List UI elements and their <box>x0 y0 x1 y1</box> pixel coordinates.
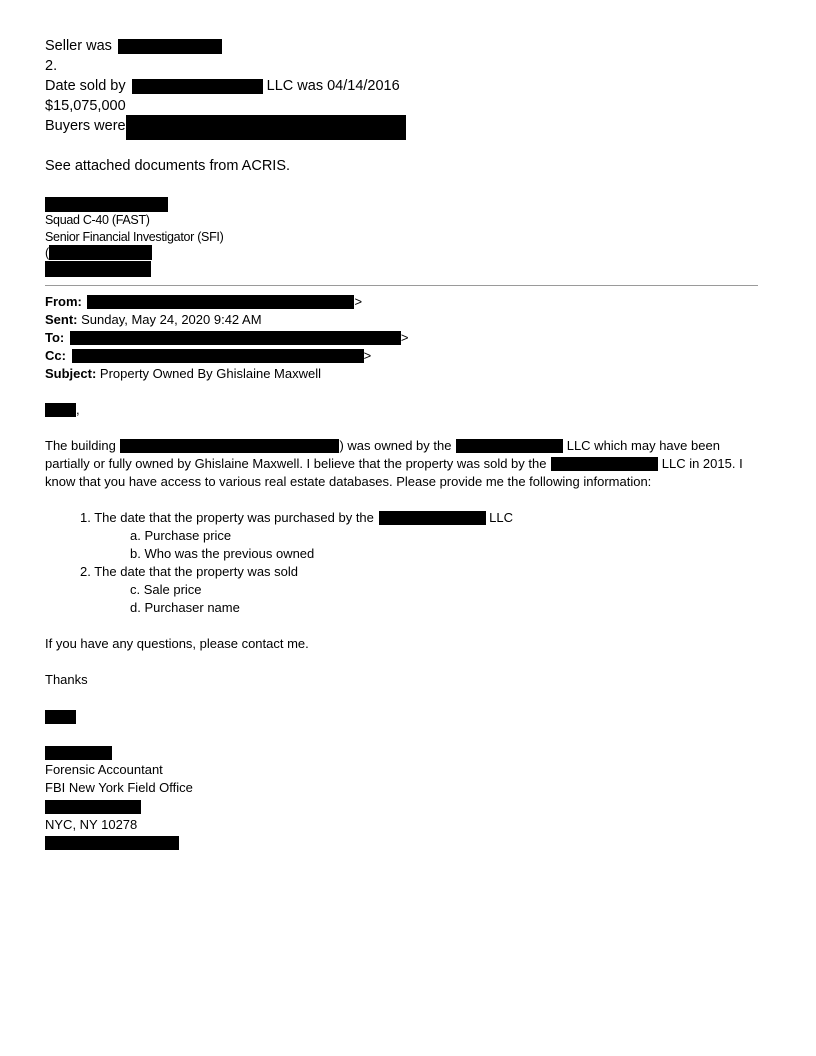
sent-value: Sunday, May 24, 2020 9:42 AM <box>81 312 262 327</box>
sale-price: $15,075,000 <box>45 98 126 114</box>
seller-line <box>45 37 222 55</box>
subject-line <box>45 366 321 382</box>
redaction-block <box>45 800 141 814</box>
cc-suffix: > <box>363 348 372 363</box>
seller-label: Seller was <box>45 38 112 54</box>
to-suffix: > <box>400 330 409 345</box>
phone-paren: ( <box>45 246 50 260</box>
cc-line <box>45 348 371 364</box>
header-divider <box>45 285 758 286</box>
cc-label: Cc: <box>45 348 66 363</box>
redaction-block <box>70 331 401 345</box>
sent-label: Sent: <box>45 312 78 327</box>
item-number: 2. <box>45 58 58 74</box>
date-sold-label: Date sold by <box>45 78 126 94</box>
list-item-text: LLC <box>489 510 513 525</box>
paragraph-text: LLC in 2015. I <box>661 456 743 471</box>
to-line <box>45 330 408 346</box>
redaction-block <box>45 403 76 417</box>
paragraph-line-3: know that you have access to various real estate databases. Please provide me the following information: <box>45 474 652 489</box>
paragraph-text: LLC which may have been <box>566 438 720 453</box>
buyers-label: Buyers were <box>45 118 126 134</box>
list-item-text: 1. The date that the property was purchased by the <box>80 510 374 525</box>
thanks-line: Thanks <box>45 672 88 687</box>
subject-label: Subject: <box>45 366 97 381</box>
paragraph-text: partially or fully owned by Ghislaine Maxwell. I believe that the property was sold by the <box>45 456 547 471</box>
list-subitem: c. Sale price <box>130 582 202 597</box>
acris-note: See attached documents from ACRIS. <box>45 158 291 174</box>
redaction-block <box>120 439 339 453</box>
date-sold-value: LLC was 04/14/2016 <box>266 78 400 94</box>
paragraph-text: The building <box>45 438 116 453</box>
redaction-block <box>49 245 152 260</box>
list-subitem: d. Purchaser name <box>130 600 240 615</box>
paragraph-line-2 <box>45 456 743 472</box>
to-label: To: <box>45 330 65 345</box>
list-item: 2. The date that the property was sold <box>80 564 299 579</box>
signature-title: Forensic Accountant <box>45 762 163 777</box>
signature-city: NYC, NY 10278 <box>45 817 138 832</box>
paragraph-line-1 <box>45 438 720 454</box>
list-item <box>80 510 513 526</box>
buyers-line <box>45 117 406 140</box>
redaction-block <box>87 295 354 309</box>
redaction-block <box>72 349 364 363</box>
redaction-block <box>45 261 151 277</box>
from-line <box>45 294 362 310</box>
signature-office: FBI New York Field Office <box>45 780 193 795</box>
date-sold-line <box>45 77 400 95</box>
redaction-block <box>45 710 76 724</box>
greeting-line <box>45 402 80 418</box>
greeting-suffix: , <box>76 402 80 417</box>
list-subitem: a. Purchase price <box>130 528 232 543</box>
squad-line: Squad C-40 (FAST) <box>45 213 150 227</box>
from-suffix: > <box>354 294 363 309</box>
redaction-block <box>45 836 179 850</box>
redaction-block <box>379 511 486 525</box>
subject-value: Property Owned By Ghislaine Maxwell <box>99 366 322 381</box>
redaction-block <box>126 115 406 140</box>
sent-line <box>45 312 262 328</box>
redaction-block <box>551 457 658 471</box>
redaction-block <box>45 197 168 212</box>
paragraph-text: ) was owned by the <box>339 438 452 453</box>
list-subitem: b. Who was the previous owned <box>130 546 315 561</box>
redaction-block <box>132 79 263 94</box>
from-label: From: <box>45 294 82 309</box>
investigator-title: Senior Financial Investigator (SFI) <box>45 230 224 244</box>
redaction-block <box>118 39 222 54</box>
questions-line: If you have any questions, please contact me. <box>45 636 309 651</box>
redaction-block <box>456 439 563 453</box>
redaction-block <box>45 746 112 760</box>
